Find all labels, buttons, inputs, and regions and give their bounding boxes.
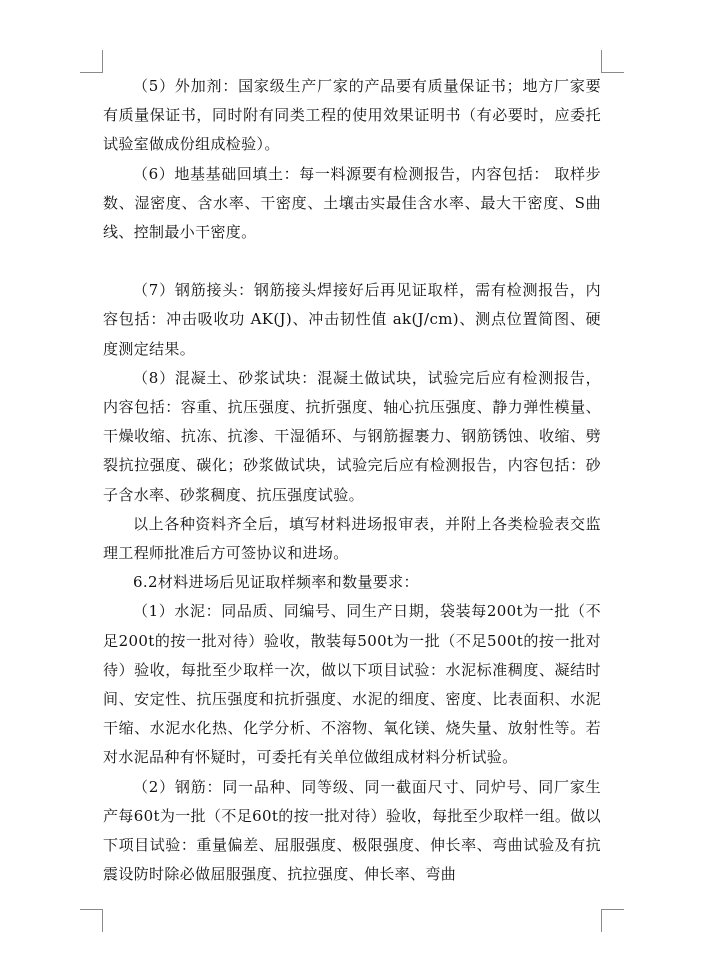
top-right-crop-mark — [601, 50, 624, 73]
paragraph-cement: （1）水泥：同品质、同编号、同生产日期，袋装每200t为一批（不足200t的按一批对待）验收，散装每500t为一批（不足500t的按一批对待）验收，每批至少取样一次，做以下项目试验：水泥标准稠度、凝结时间、安定性、抗压强度和抗折强度、水泥的细度、密度、比表面积、水泥干缩、水泥水化热、化学分析、不溶物、氧化镁、烧失量、放射性等。若对水泥品种有怀疑时，可委托有关单位做组成材料分析试验。 — [103, 602, 601, 767]
top-left-crop-mark — [80, 50, 103, 73]
section-heading-sampling-frequency: 6.2材料进场后见证取样频率和数量要求： — [133, 573, 419, 592]
paragraph-admixture: （5）外加剂：国家级生产厂家的产品要有质量保证书；地方厂家要有质量保证书，同时附有同类工程的使用效果证明书（有必要时，应委托试验室做成份组成检验）。 — [103, 77, 601, 154]
document-body — [103, 72, 601, 889]
paragraph-backfill-soil: （6）地基基础回填土：每一料源要有检测报告，内容包括： 取样步数、湿密度、含水率、干密度、土壤击实最佳含水率、最大干密度、S曲线、控制最小干密度。 — [103, 164, 601, 242]
paragraph-rebar-joint: （7）钢筋接头：钢筋接头焊接好后再见证取样，需有检测报告，内容包括：冲击吸收功 AK(J)、冲击韧性值 ak(J/cm)、测点位置简图、硬度测定结果。 — [103, 281, 601, 358]
blank-line — [103, 247, 601, 276]
bottom-right-crop-mark — [601, 909, 624, 932]
paragraph-steel-rebar: （2）钢筋：同一品种、同等级、同一截面尺寸、同炉号、同厂家生产每60t为一批（不足60t的按一批对待）验收，每批至少取样一组。做以下项目试验：重量偏差、屈服强度、极限强度、伸长率、弯曲试验及有抗震设防时除必做屈服强度、抗拉强度、伸长率、弯曲 — [103, 777, 601, 884]
bottom-left-crop-mark — [80, 909, 103, 932]
paragraph-concrete-mortar-specimens: （8）混凝土、砂浆试块：混凝土做试块，试验完后应有检测报告，内容包括：容重、抗压强度、抗折强度、轴心抗压强度、静力弹性模量、干燥收缩、抗冻、抗渗、干湿循环、与钢筋握裹力、钢筋锈蚀、收缩、劈裂抗拉强度、碳化；砂浆做试块，试验完后应有检测报告，内容包括：砂子含水率、砂浆稠度、抗压强度试验。 — [103, 368, 601, 504]
paragraph-approval-procedure: 以上各种资料齐全后，填写材料进场报审表，并附上各类检验表交监理工程师批准后方可签协议和进场。 — [103, 514, 601, 563]
